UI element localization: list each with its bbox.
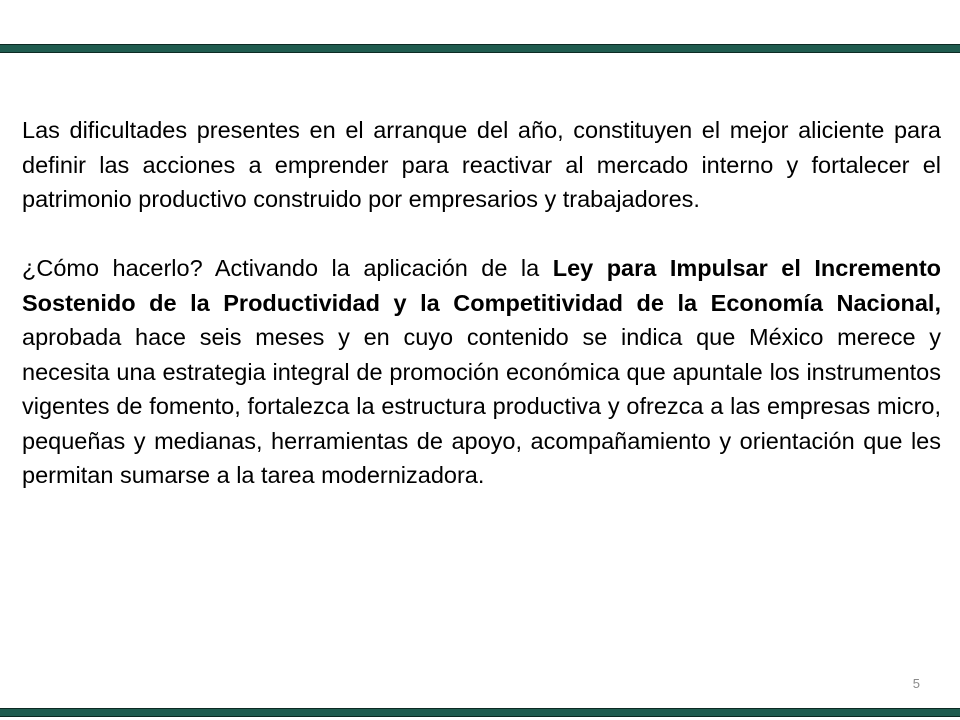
page-number: 5 <box>912 676 920 691</box>
law-name: Ley para Impulsar el Incremento Sostenido de la Productividad y la Competitividad de la Economía Nacional, <box>22 255 942 316</box>
slide-body <box>22 113 941 493</box>
top-accent-bar <box>0 44 960 53</box>
paragraph-question <box>22 251 941 493</box>
bottom-accent-bar <box>0 708 960 717</box>
paragraph-intro: Las dificultades presentes en el arranque del año, constituyen el mejor aliciente para definir las acciones a emprender para reactivar al mercado interno y fortalecer el patrimonio productivo construido por empresarios y trabajadores. <box>22 117 941 212</box>
paragraph-lead: ¿Cómo hacerlo? Activando la aplicación de la <box>22 255 553 281</box>
paragraph-rest: aprobada hace seis meses y en cuyo contenido se indica que México merece y necesita una estrategia integral de promoción económica que apuntale los instrumentos vigentes de fomento, fortalezca la estructura productiva y ofrezca a las empresas micro, pequeñas y medianas, herramientas de apoyo, acompañamiento y orientación que les permitan sumarse a la tarea modernizadora. <box>22 324 941 488</box>
